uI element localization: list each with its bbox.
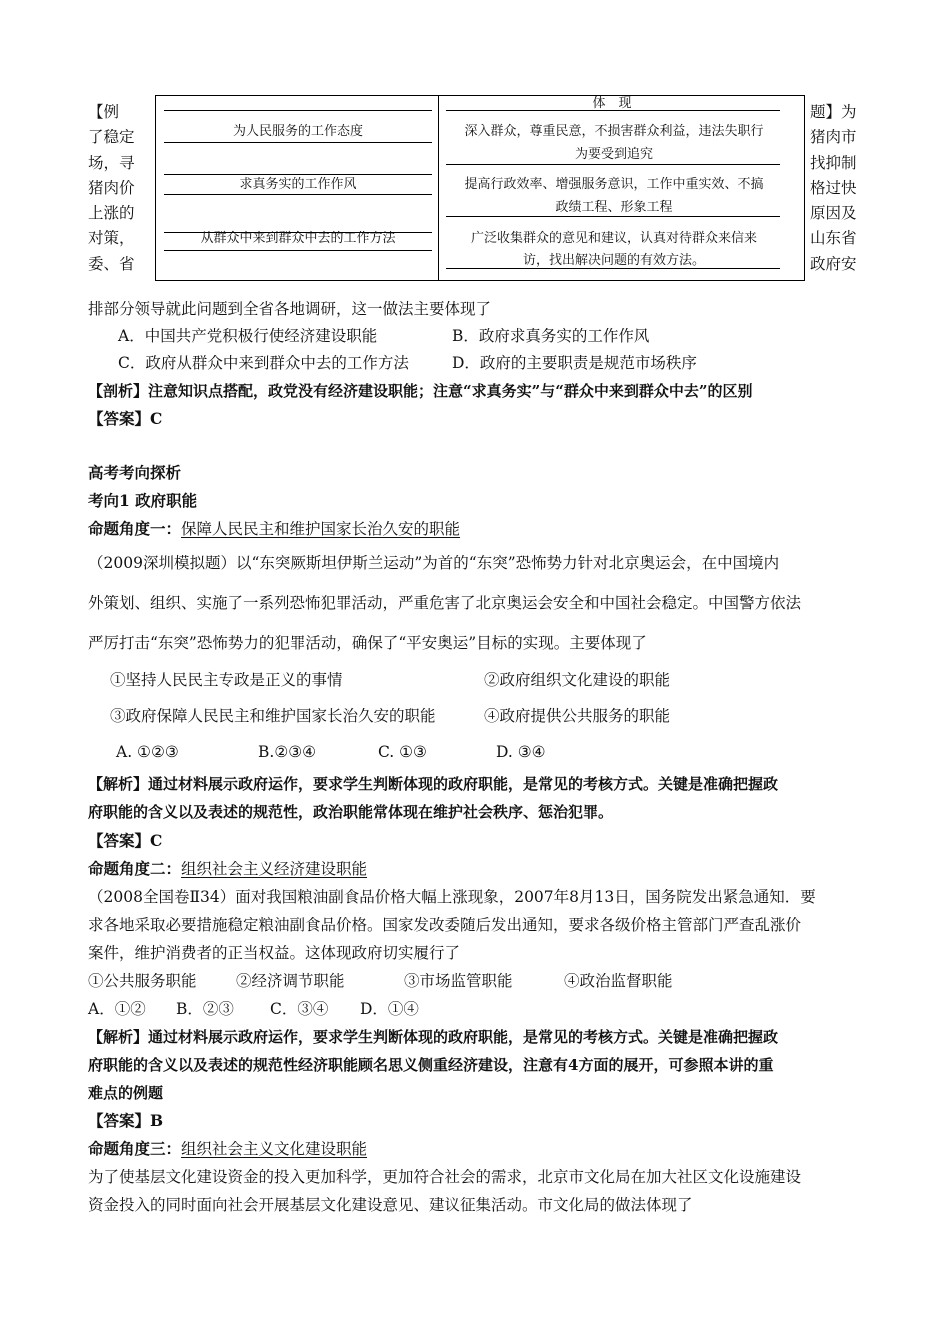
direction-title: 考向1 政府职能 [88,491,198,510]
statement-item: ④政府提供公共服务的职能 [484,707,671,725]
question-line: 外策划、组织、实施了一系列恐怖犯罪活动，严重危害了北京奥运会安全和中国社会稳定。中国警方依法 [88,594,802,612]
question-line: 求各地采取必要措施稳定粮油副食品价格。国家发改委随后发出通知，要求各级价格主管部门严查乱涨价 [88,916,802,934]
example-right-line: 山东省 [810,229,857,248]
table-row-text: 广泛收集群众的意见和建议，认真对待群众来信来 [470,231,757,246]
option-c: C．③④ [270,1000,329,1018]
table-row-text: 访，找出解决问题的有效方法。 [522,253,705,268]
angle-topic: 组织社会主义经济建设职能 [181,860,368,878]
example-left-line: 上涨的 [88,204,135,223]
question-line: （2009深圳模拟题）以“东突厥斯坦伊斯兰运动”为首的“东突”恐怖势力针对北京奥运会，在中国境内 [88,554,780,572]
example-left-column [88,100,135,277]
angle2-analysis: 府职能的含义以及表述的规范性经济职能顾名思义侧重经济建设，注意有4方面的展开，可参照本讲的重 [88,1056,774,1074]
example-analysis: 【剖析】注意知识点搭配，政党没有经济建设职能；注意“求真务实”与“群众中来到群众中去”的区别 [88,382,753,400]
question-line: 为了使基层文化建设资金的投入更加科学，更加符合社会的需求，北京市文化局在加大社区文化设施建设 [88,1168,802,1186]
table-row-text: 为要受到追究 [574,147,653,162]
example-right-column [810,100,857,277]
option-d: D．政府的主要职责是规范市场秩序 [452,354,697,372]
table-row-text: 深入群众，尊重民意，不损害群众利益，违法失职行 [464,124,764,139]
table-rule [164,110,432,111]
example-right-line: 政府安 [810,254,857,273]
example-stem-tail: 排部分领导就此问题到全省各地调研，这一做法主要体现了 [88,300,492,318]
angle1-answer: 【答案】C [88,831,163,850]
question-line: （2008全国卷Ⅱ34）面对我国粮油副食品价格大幅上涨现象，2007年8月13日，国务院发出紧急通知．要 [88,888,816,906]
statement-item: ①公共服务职能 [88,972,197,990]
table-rule [446,164,780,165]
angle-topic: 组织社会主义文化建设职能 [181,1140,368,1158]
angle2-answer: 【答案】B [88,1111,164,1130]
angle-topic: 保障人民民主和维护国家长治久安的职能 [181,520,461,538]
angle2-heading [88,858,367,880]
angle2-analysis: 难点的例题 [88,1084,164,1102]
option-d: D．①④ [360,1000,419,1018]
table-rule [164,194,432,195]
option-d: D. ③④ [496,743,546,761]
table-row-label: 从群众中来到群众中去的工作方法 [200,231,396,246]
option-a: A. ①②③ [116,743,179,761]
option-b: B．政府求真务实的工作作风 [452,327,650,345]
statement-item: ③政府保障人民民主和维护国家长治久安的职能 [110,707,436,725]
table-row-label: 为人民服务的工作态度 [232,124,363,139]
example-left-line: 猪肉价 [88,178,135,197]
example-right-line: 找抑制 [810,153,857,172]
table-header: 体 现 [592,96,632,111]
section-title: 高考考向探析 [88,463,182,482]
example-right-line: 原因及 [810,204,857,223]
angle-label: 命题角度一： [88,519,182,538]
example-left-line: 场，寻 [88,153,135,172]
statement-item: ①坚持人民民主专政是正义的事情 [110,671,343,689]
angle1-analysis: 【解析】通过材料展示政府运作，要求学生判断体现的政府职能，是常见的考核方式。关键是准确把握政 [88,775,779,793]
question-line: 案件，维护消费者的正当权益。这体现政府切实履行了 [88,944,461,962]
example-left-line: 了稳定 [88,128,135,147]
statement-item: ②经济调节职能 [236,972,345,990]
table-rule [164,250,432,251]
example-table [155,95,805,281]
angle-label: 命题角度二： [88,859,182,878]
table-rule [164,142,432,143]
angle1-heading [88,518,460,540]
angle1-analysis: 府职能的含义以及表述的规范性，政治职能常体现在维护社会秩序、惩治犯罪。 [88,803,614,821]
option-c: C．政府从群众中来到群众中去的工作方法 [118,354,409,372]
question-line: 资金投入的同时面向社会开展基层文化建设意见、建议征集活动。市文化局的做法体现了 [88,1196,693,1214]
option-b: B．②③ [176,1000,234,1018]
table-column-divider [438,96,439,280]
example-right-line: 格过快 [810,178,857,197]
example-answer: 【答案】C [88,409,163,428]
option-b: B.②③④ [258,743,317,761]
example-right-line: 题】为 [810,103,857,121]
angle-label: 命题角度三： [88,1139,182,1158]
statement-item: ③市场监管职能 [404,972,513,990]
statement-item: ④政治监督职能 [564,972,673,990]
statement-item: ②政府组织文化建设的职能 [484,671,671,689]
angle2-analysis: 【解析】通过材料展示政府运作，要求学生判断体现的政府职能，是常见的考核方式。关键是准确把握政 [88,1028,779,1046]
option-a: A．中国共产党积极行使经济建设职能 [118,327,378,345]
table-row-label: 求真务实的工作作风 [239,177,357,192]
table-row-text: 提高行政效率、增强服务意识，工作中重实效、不搞 [464,177,764,192]
example-left-line: 【例 [88,103,120,121]
option-a: A．①② [88,1000,146,1018]
table-row-text: 政绩工程、形象工程 [555,200,673,215]
option-c: C. ①③ [378,743,427,761]
example-left-line: 对策， [88,229,135,248]
question-line: 严厉打击“东突”恐怖势力的犯罪活动，确保了“平安奥运”目标的实现。主要体现了 [88,634,647,652]
example-right-line: 猪肉市 [810,128,857,147]
angle3-heading [88,1138,367,1160]
example-left-line: 委、省 [88,254,135,273]
